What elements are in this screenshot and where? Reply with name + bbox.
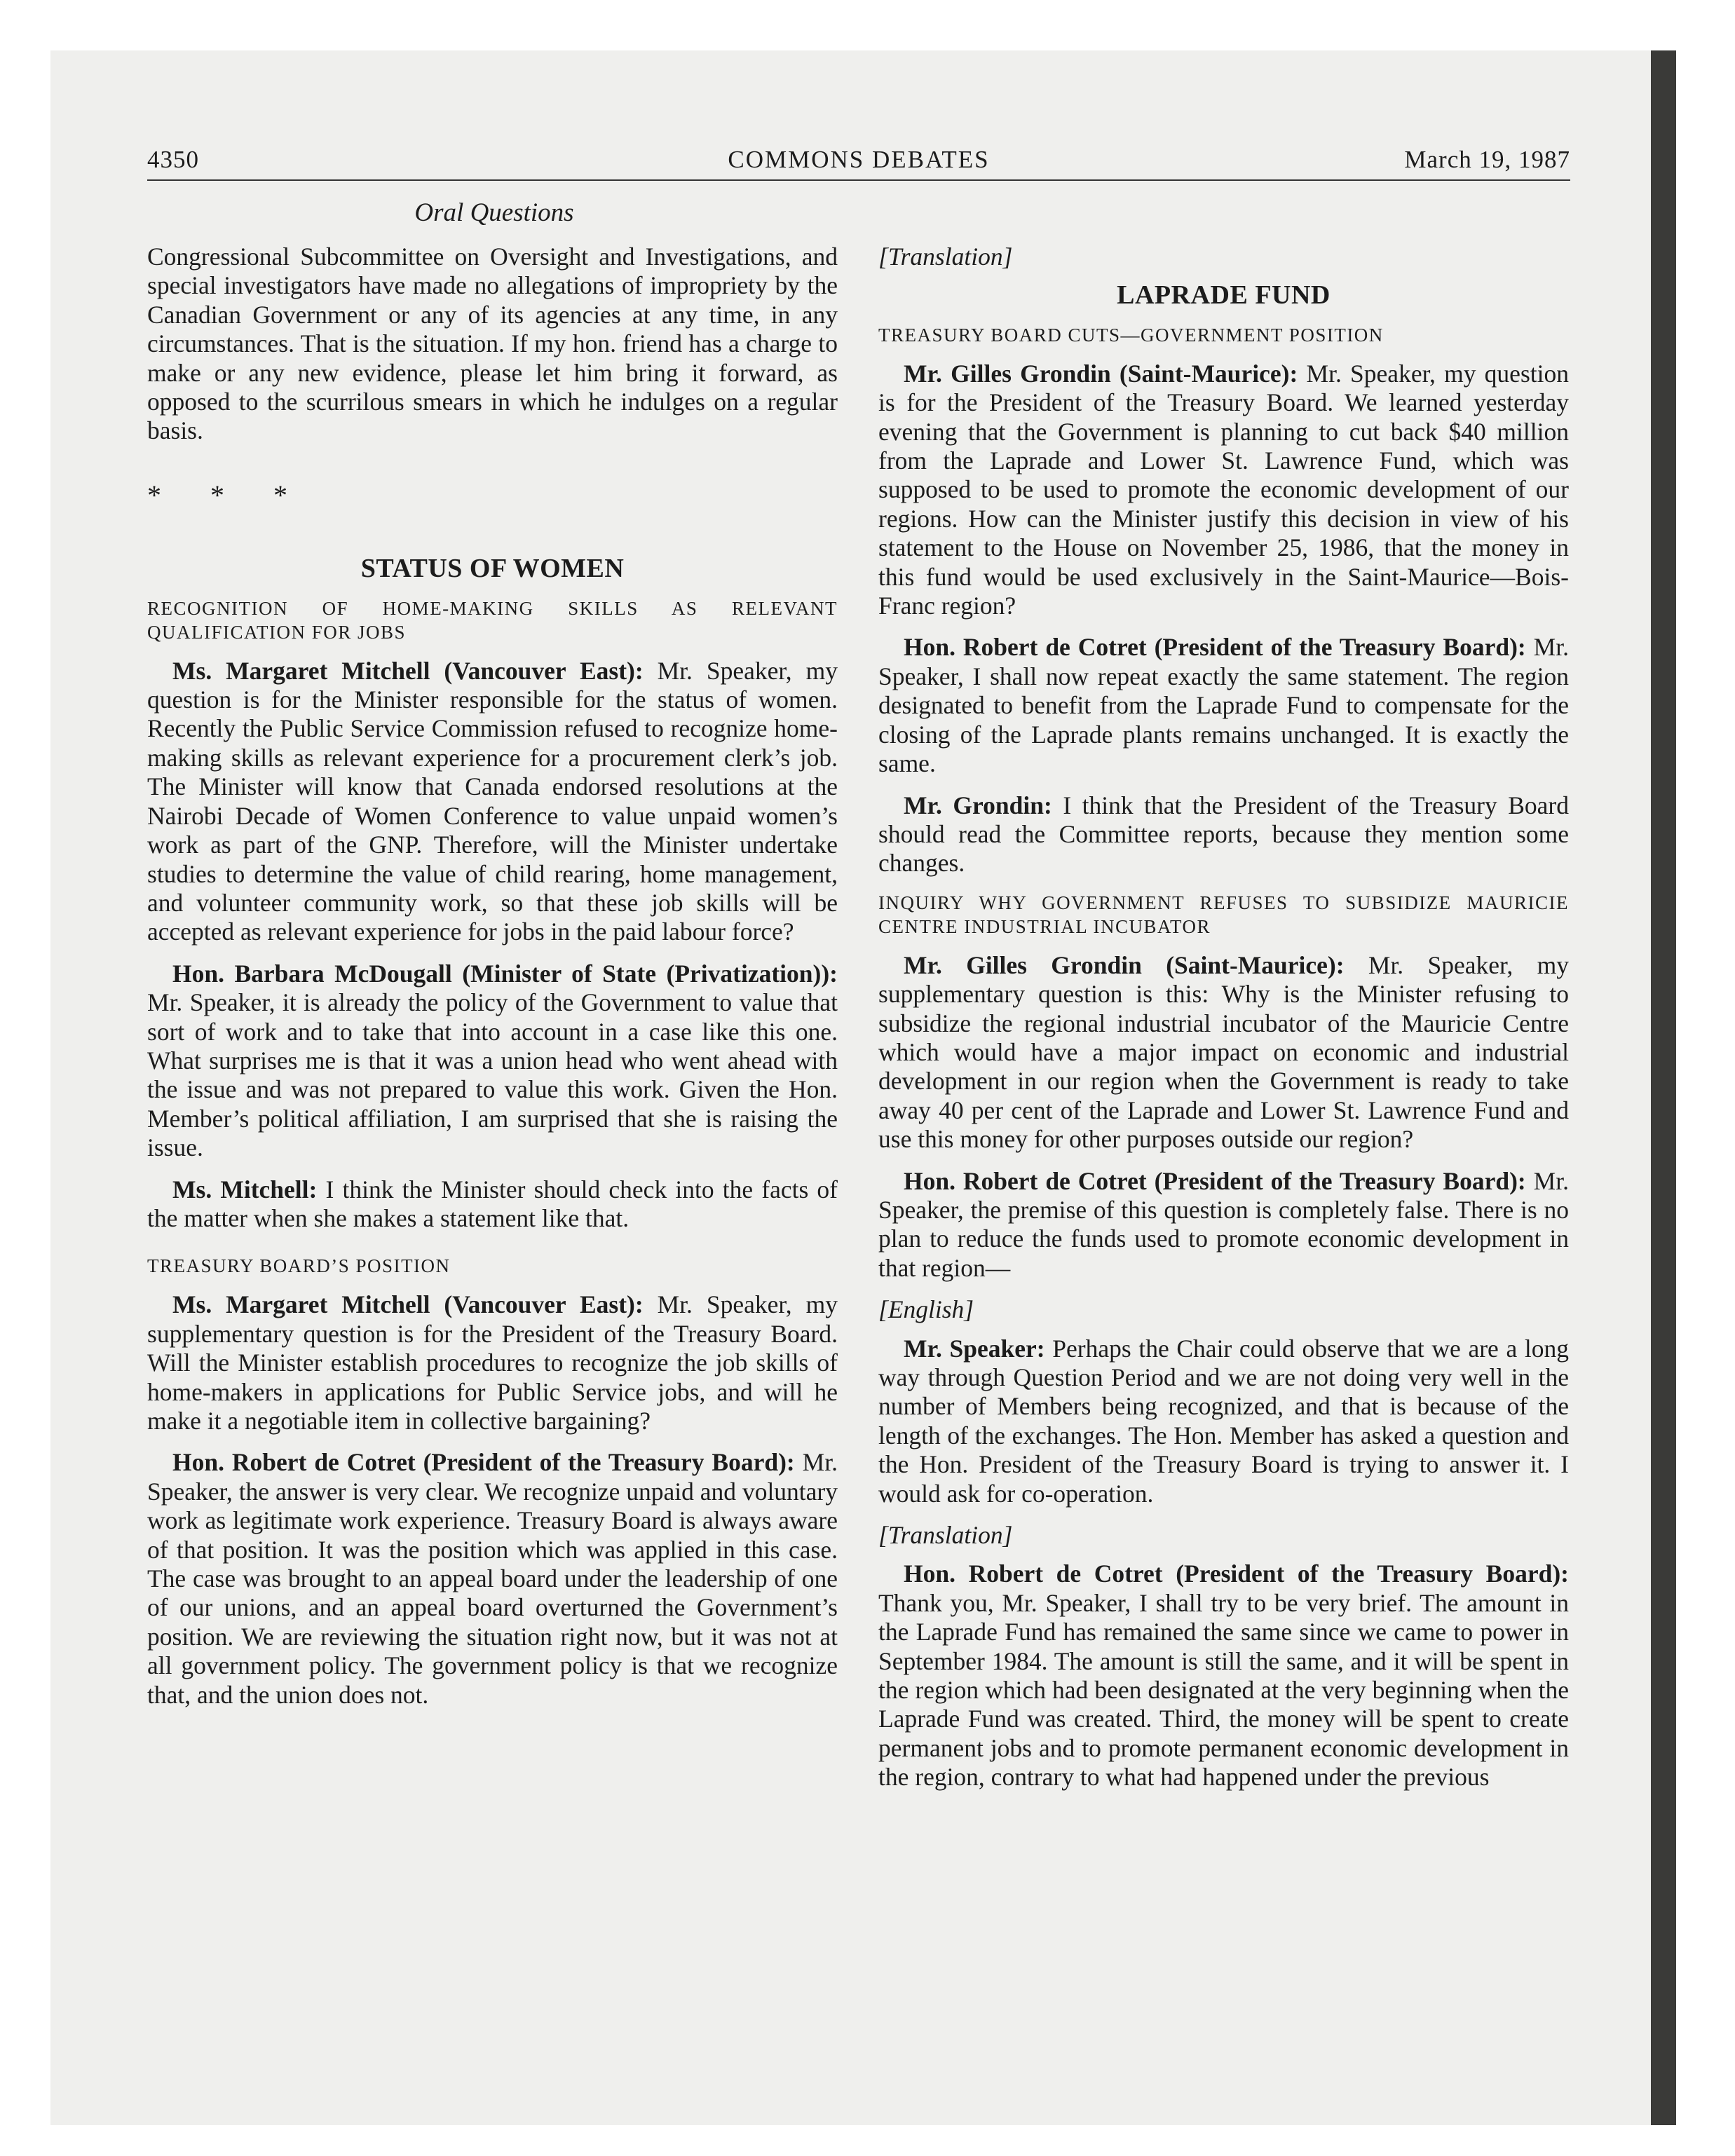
section-heading: LAPRADE FUND [1117,280,1331,311]
speech-text: Mr. Speaker, my supplementary question is for the President of the Treasury Board. Will the Minister establish procedures to recognize the job skills of home-makers in applications for Public Service jobs, and will he make it a negotiable item in collective bargaining? [147,1290,838,1435]
speech-text: Perhaps the Chair could observe that we are a long way through Question Period and we are not doing very well in the number of Members being recognized, and that is because of the length of the exchanges. The Hon. Member has asked a question and the Hon. President of the Treasury Board is trying to answer it. I would ask for co-operation. [878,1334,1570,1508]
speech-text: Mr. Speaker, I shall now repeat exactly the same statement. The region designated to benefit from the Laprade Fund to compensate for the closing of the Laprade plants remains unchanged. It is exactly the same. [878,633,1569,778]
subheading: TREASURY BOARD CUTS—GOVERNMENT POSITION [878,324,1384,346]
language-marker: [English] [878,1295,974,1324]
speech-paragraph [147,657,838,947]
speaker-name: Ms. Margaret Mitchell (Vancouver East): [172,1290,644,1319]
subheading: TREASURY BOARD’S POSITION [147,1255,451,1277]
speaker-name: Mr. Gilles Grondin (Saint-Maurice): [904,359,1298,388]
speech-text: Mr. Speaker, my supplementary question is this: Why is the Minister refusing to subsidize the regional industrial incubator of the Mauricie Centre which would have a major impact on economic and industrial development in our region when the Government is ready to take away 40 per cent of the Laprade and Lower St. Lawrence Fund and use this money for other purposes outside our region? [878,950,1569,1154]
speech-paragraph [147,1175,838,1234]
section-separator: * * * [147,479,308,511]
speaker-name: Mr. Speaker: [904,1334,1045,1363]
speaker-name: Hon. Robert de Cotret (President of the Treasury Board): [172,1448,795,1477]
speech-paragraph [878,633,1569,778]
speech-paragraph [147,1448,838,1710]
speech-paragraph [878,1167,1569,1283]
speech-text: Mr. Speaker, the premise of this question is completely false. There is no plan to reduce the funds used to promote economic development in that region— [878,1166,1569,1282]
speech-paragraph [147,1290,838,1435]
binding-edge [1651,50,1676,2125]
speech-paragraph [878,360,1569,621]
speech-text: Mr. Speaker, the answer is very clear. We recognize unpaid and voluntary work as legitimate work experience. Treasury Board is always aware of that position. It was the position which was applied in this case. The case was brought to an appeal board under the leadership of one of our unions, and an appeal board overturned the Government’s position. We are reviewing the situation right now, but it was not at all government policy. The government policy is that we recognize that, and the union does not. [147,1448,838,1709]
publication-title: COMMONS DEBATES [728,146,990,173]
running-head: Oral Questions [414,198,574,227]
speech-text: Mr. Speaker, my question is for the Minister responsible for the status of women. Recently the Public Service Commission refused to recognize home-making skills as relevant experience for a procurement clerk’s job. The Minister will know that Canada endorsed resolutions at the Nairobi Decade of Women Conference to value unpaid women’s work as part of the GNP. Therefore, will the Minister undertake studies to determine the value of child rearing, home management, and volunteer community work, so that these job skills will be accepted as relevant experience for jobs in the paid labour force? [147,656,838,946]
speech-paragraph [878,951,1569,1154]
speech-paragraph [878,1560,1569,1792]
speech-text: Mr. Speaker, my question is for the President of the Treasury Board. We learned yesterday evening that the Government is planning to cut back $40 million from the Laprade and Lower St. Lawrence Fund, which was supposed to be used to promote the economic development of our regions. How can the Minister justify this decision in view of his statement to the House on November 25, 1986, that the money in this fund would be used exclusively in the Saint-Maurice—Bois-Franc region? [878,359,1569,620]
header-rule [147,179,1570,181]
speaker-name: Ms. Mitchell: [172,1175,318,1203]
continued-paragraph: Congressional Subcommittee on Oversight and Investigations, and special investigators have made no allegations of impropriety by the Canadian Government or any of its agencies at any time, in any circumstances. That is the situation. If my hon. friend has a charge to make or any new evidence, please let him bring it forward, as opposed to the scurrilous smears in which he indulges on a regular basis. [147,243,838,445]
speaker-name: Hon. Robert de Cotret (President of the Treasury Board): [904,633,1526,662]
speech-text: Thank you, Mr. Speaker, I shall try to be very brief. The amount in the Laprade Fund has remained the same since we came to power in September 1984. The amount is still the same, and it will be spent in the region which had been designated at the very beginning when the Laprade Fund was created. Third, the money will be spent to create permanent jobs and to promote permanent economic development in the region, contrary to what had happened under the previous [878,1588,1569,1792]
speaker-name: Mr. Grondin: [904,791,1052,819]
page-number: 4350 [147,146,199,173]
subheading: INQUIRY WHY GOVERNMENT REFUSES TO SUBSIDIZE MAURICIE CENTRE INDUSTRIAL INCUBATOR [878,892,1569,937]
section-heading: STATUS OF WOMEN [360,554,625,584]
speech-text: I think that the President of the Treasury Board should read the Committee reports, because they mention some changes. [878,791,1569,878]
speech-text: I think the Minister should check into the facts of the matter when she makes a statement like that. [147,1175,838,1232]
language-marker: [Translation] [878,243,1013,271]
speaker-name: Hon. Robert de Cotret (President of the Treasury Board): [904,1560,1569,1588]
language-marker: [Translation] [878,1521,1013,1550]
speaker-name: Hon. Robert de Cotret (President of the Treasury Board): [904,1166,1526,1195]
speech-text: Mr. Speaker, it is already the policy of the Government to value that sort of work and to take that into account in a case like this one. What surprises me is that it was a union head who went ahead with the issue and was not prepared to value this work. Given the Hon. Member’s political affiliation, I am surprised that she is raising the issue. [147,988,838,1162]
subheading: RECOGNITION OF HOME-MAKING SKILLS AS RELEVANT QUALIFICATION FOR JOBS [147,597,838,643]
speech-paragraph [878,791,1569,878]
page-date: March 19, 1987 [1404,146,1570,173]
speaker-name: Mr. Gilles Grondin (Saint-Maurice): [904,950,1345,979]
speaker-name: Hon. Barbara McDougall (Minister of State (Privatization)): [172,959,838,988]
right-column [878,243,1569,1805]
speech-paragraph [878,1335,1569,1508]
speaker-name: Ms. Margaret Mitchell (Vancouver East): [172,656,644,685]
speech-paragraph [147,960,838,1163]
left-column [147,243,838,1722]
